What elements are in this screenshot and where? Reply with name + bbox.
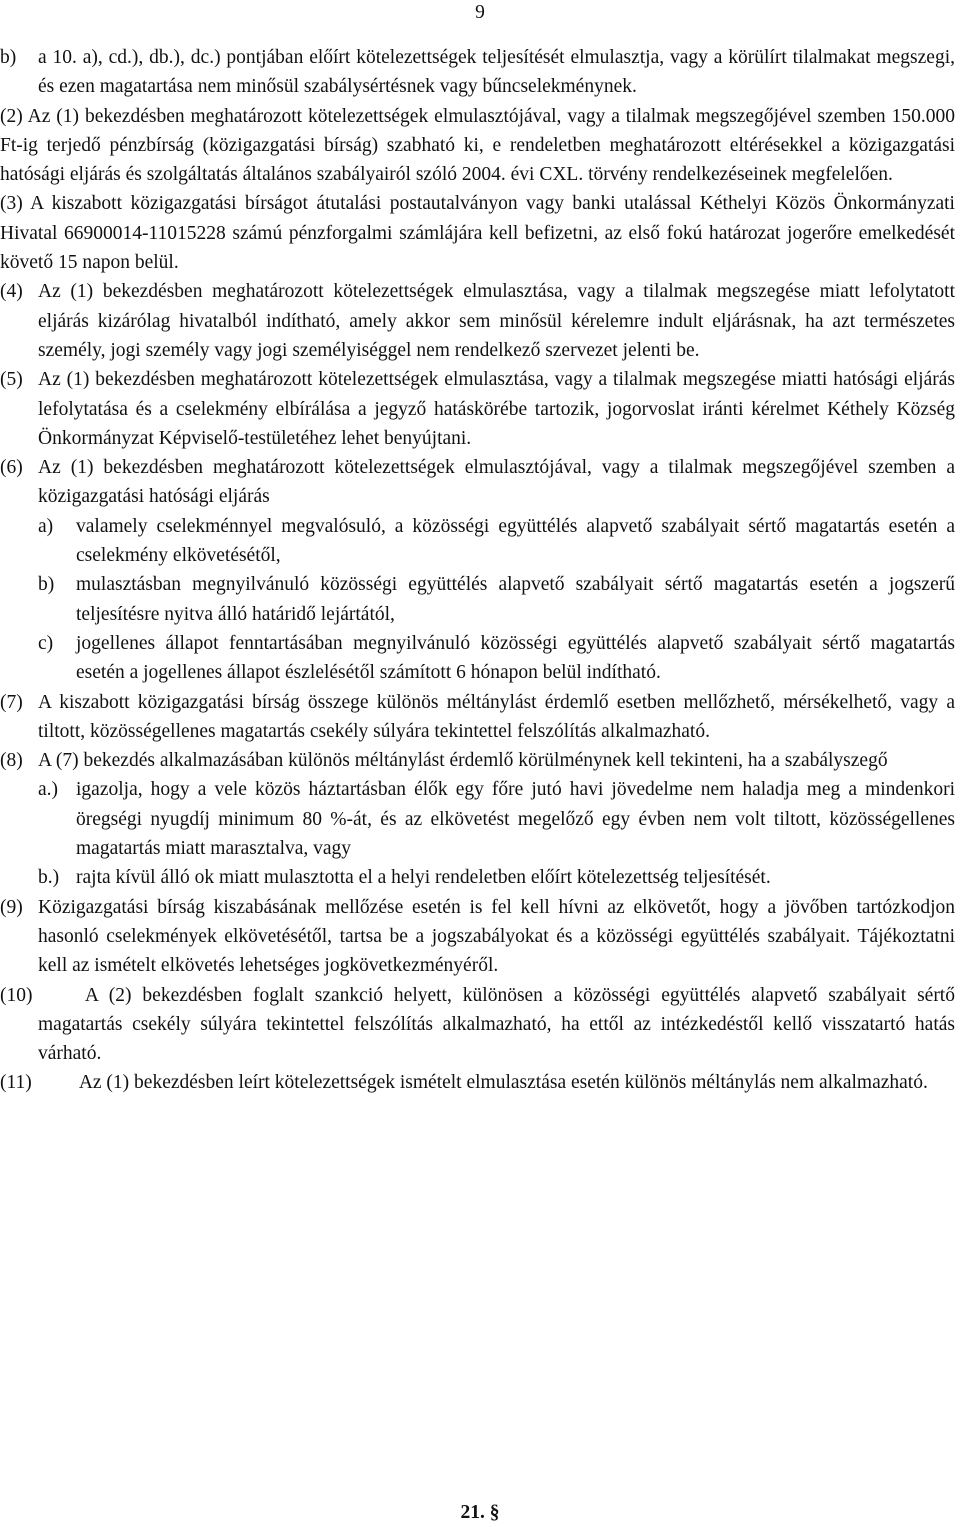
list-item <box>38 863 955 892</box>
paragraph-3 <box>0 189 955 277</box>
list-item <box>38 570 955 629</box>
list-item <box>38 775 955 863</box>
list-item <box>38 512 955 571</box>
paragraph-text: Az (1) bekezdésben leírt kötelezettségek ismételt elmulasztása esetén különös méltánylás nem alkalmazható. <box>78 1072 928 1094</box>
paragraph-2 <box>0 102 955 190</box>
list-item-text: mulasztásban megnyilvánuló közösségi együttélés alapvető szabályait sértő magatartás esetén a jogszerű teljesítésre nyitva álló határidő lejártától, <box>76 574 955 625</box>
paragraph-text: A kiszabott közigazgatási bírságot átutalási postautalványon vagy banki utalással Kéthelyi Közös Önkormányzati Hivatal 66900014-11015228 számú pénzforgalmi számlájára kell befizetni, az első fokú határozat jogerőre emelkedését követő 15 napon belül. <box>0 193 955 274</box>
section-heading: 21. § <box>460 1502 500 1523</box>
paragraph-label: (9) <box>0 896 23 918</box>
list-item-label: b.) <box>38 867 60 889</box>
paragraph-text: Az (1) bekezdésben meghatározott kötelezettségek elmulasztása, vagy a tilalmak megszegése miatti hatósági eljárás lefolytatása és a cselekmény elbírálása a jegyző hatáskörébe tartozik, jogorvoslat iránti kérelmet Kéthely Község Önkormányzat Képviselő-testületéhez lehet benyújtani. <box>38 369 955 449</box>
paragraph-b <box>0 43 955 102</box>
paragraph-label: (10) <box>0 984 33 1006</box>
paragraph-11 <box>0 1068 955 1097</box>
document-body <box>0 43 955 1098</box>
list-item-label: b) <box>38 574 55 596</box>
paragraph-text: A kiszabott közigazgatási bírság összege különös méltánylást érdemlő esetben mellőzhető, mérsékelhető, vagy a tiltott, közösségellenes magatartás csekély súlyára tekintettel felszólítás alkalmazható. <box>38 691 955 742</box>
paragraph-9 <box>0 893 955 981</box>
paragraph-text: a 10. a), cd.), db.), dc.) pontjában előírt kötelezettségek teljesítését elmulasztja, vagy a körülírt tilalmakat megszegi, és ezen magatartása nem minősül szabálysértésnek vagy bűncselekménynek. <box>38 47 955 98</box>
list-item <box>38 629 955 688</box>
paragraph-8 <box>0 746 955 775</box>
paragraph-4 <box>0 277 955 365</box>
paragraph-label: (8) <box>0 750 23 772</box>
paragraph-label: (11) <box>0 1072 32 1094</box>
paragraph-label: (5) <box>0 369 23 391</box>
paragraph-6 <box>0 453 955 512</box>
list-item-text: rajta kívül álló ok miatt mulasztotta el a helyi rendeletben előírt kötelezettség teljesítését. <box>76 867 771 889</box>
list-item-text: igazolja, hogy a vele közös háztartásban élők egy főre jutó havi jövedelme nem haladja meg a mindenkori öregségi nyugdíj minimum 80 %-át, és az elkövetést megelőző egy évben nem volt tiltott, közösségellenes magatartás miatt marasztalva, vagy <box>76 779 955 860</box>
paragraph-label: (6) <box>0 457 23 479</box>
list-item-label: c) <box>38 632 54 654</box>
paragraph-text: A (2) bekezdésben foglalt szankció helyett, különösen a közösségi együttélés alapvető szabályait sértő magatartás csekély súlyára tekintettel felszólítás alkalmazható, ha ettől az intézkedéstől kellő visszatartó hatás várható. <box>38 984 955 1065</box>
list-item-label: a.) <box>38 779 59 801</box>
paragraph-5 <box>0 365 955 453</box>
paragraph-label: (3) <box>0 193 23 215</box>
paragraph-7 <box>0 688 955 747</box>
paragraph-label: (7) <box>0 691 23 713</box>
page-number: 9 <box>475 2 485 23</box>
paragraph-text: Az (1) bekezdésben meghatározott kötelezettségek elmulasztójával, vagy a tilalmak megszegőjével szemben a közigazgatási hatósági eljárás <box>38 457 955 508</box>
list-item-text: valamely cselekménnyel megvalósuló, a közösségi együttélés alapvető szabályait sértő magatartás esetén a cselekmény elkövetésétől, <box>76 515 955 567</box>
paragraph-text: Az (1) bekezdésben meghatározott kötelezettségek elmulasztójával, vagy a tilalmak megszegőjével szemben 150.000 Ft-ig terjedő pénzbírság (közigazgatási bírság) szabható ki, e rendeletben meghatározott eltérésekkel a közigazgatási hatósági eljárás és szolgáltatás általános szabályairól szóló 2004. évi CXL. törvény rendelkezéseinek megfelelően. <box>0 105 955 186</box>
paragraph-text: Közigazgatási bírság kiszabásának mellőzése esetén is fel kell hívni az elkövetőt, hogy a jövőben tartózkodjon hasonló cselekmények elkövetésétől, tartsa be a jogszabályokat és a közösségi együttélés szabályait. Tájékoztatni kell az ismételt elkövetés lehetséges jogkövetkezményéről. <box>38 896 955 977</box>
paragraph-text: A (7) bekezdés alkalmazásában különös méltánylást érdemlő körülménynek kell tekinteni, ha a szabályszegő <box>38 750 888 772</box>
paragraph-label: (2) <box>0 105 23 127</box>
paragraph-10 <box>0 981 955 1069</box>
paragraph-label: b) <box>0 47 17 68</box>
paragraph-label: (4) <box>0 281 23 303</box>
paragraph-text: Az (1) bekezdésben meghatározott kötelezettségek elmulasztása, vagy a tilalmak megszegése miatt lefolytatott eljárás kizárólag hivatalból indítható, amely akkor sem minősül kérelemre indult eljárásnak, ha azt természetes személy, jogi személy vagy jogi személyiséggel nem rendelkező szervezet jelenti be. <box>38 281 955 361</box>
list-item-text: jogellenes állapot fenntartásában megnyilvánuló közösségi együttélés alapvető szabályait sértő magatartás esetén a jogellenes állapot észlelésétől számított 6 hónapon belül indítható. <box>76 632 955 684</box>
list-item-label: a) <box>38 515 54 537</box>
